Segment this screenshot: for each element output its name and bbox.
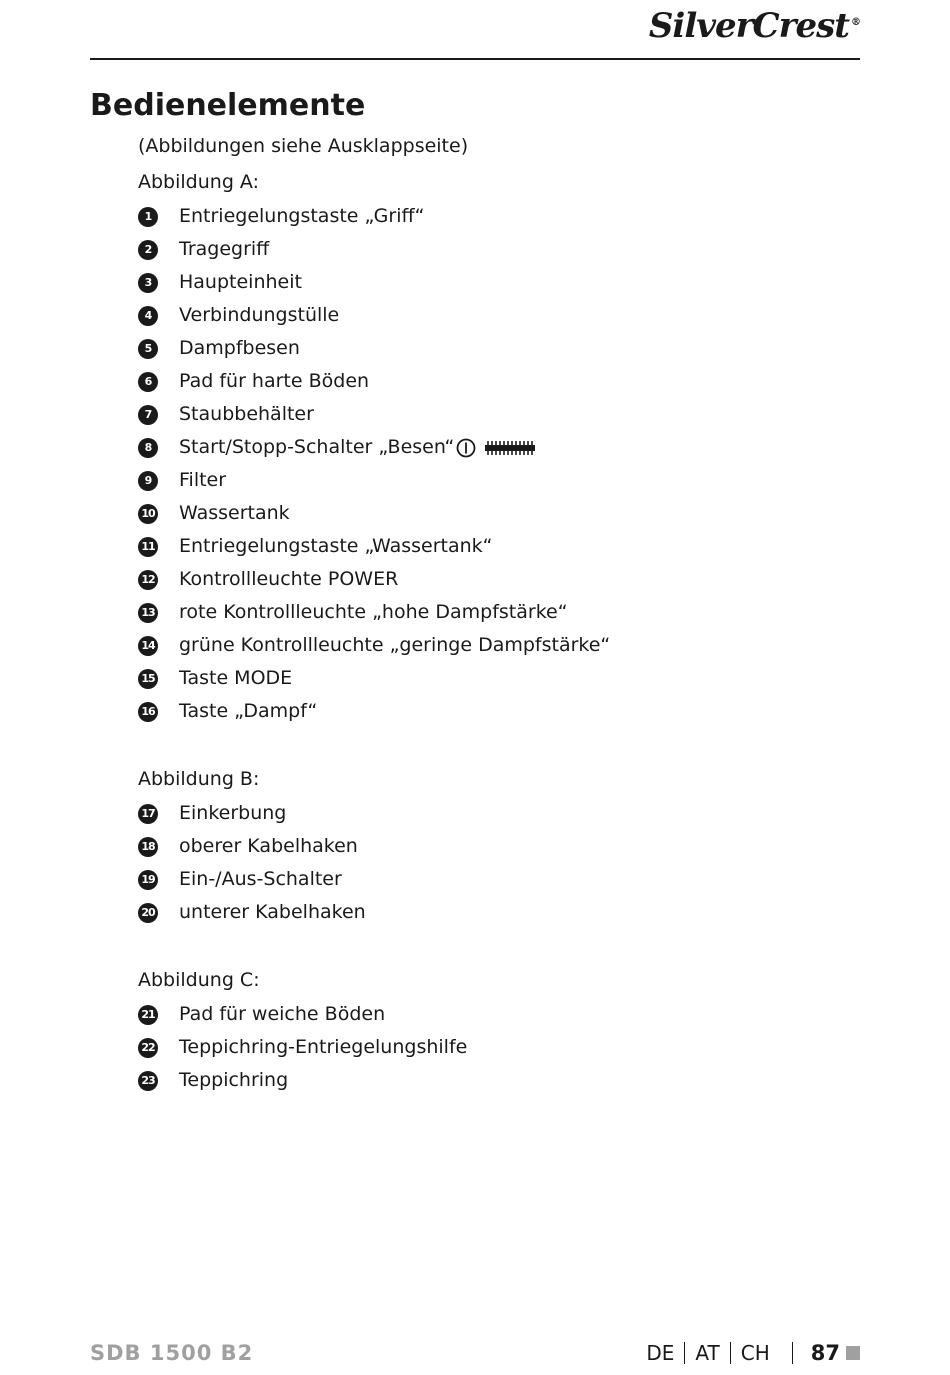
item-number-badge: 21 [138, 1005, 158, 1025]
item-number-badge: 13 [138, 603, 158, 623]
country-code: CH [740, 1341, 770, 1365]
item-label: Verbindungstülle [179, 304, 340, 326]
list-item [138, 497, 858, 530]
item-number-badge: 19 [138, 870, 158, 890]
brand-logo [649, 6, 860, 46]
list-item [138, 797, 858, 830]
item-label: Ein-/Aus-Schalter [179, 868, 342, 890]
item-number-badge: 15 [138, 669, 158, 689]
list-item [138, 695, 858, 728]
list-item [138, 830, 858, 863]
list-item [138, 863, 858, 896]
item-label: Taste „Dampf“ [179, 700, 318, 722]
group-heading-a: Abbildung A: [138, 171, 259, 193]
list-item [138, 233, 858, 266]
item-number-badge: 6 [138, 372, 158, 392]
item-number-badge: 1 [138, 207, 158, 227]
list-item [138, 365, 858, 398]
item-label: Tragegriff [179, 238, 270, 260]
page-title: Bedienelemente [90, 88, 366, 123]
item-number-badge: 11 [138, 537, 158, 557]
illustration-note: (Abbildungen siehe Ausklappseite) [138, 135, 469, 157]
item-number-badge: 8 [138, 438, 158, 458]
content [138, 128, 858, 1097]
list-item [138, 332, 858, 365]
item-number-badge: 16 [138, 702, 158, 722]
item-number-badge: 7 [138, 405, 158, 425]
item-number-badge: 17 [138, 804, 158, 824]
footer-model: SDB 1500 B2 [90, 1341, 254, 1365]
list-item [138, 431, 858, 464]
list-item [138, 398, 858, 431]
brand-name: SilverCrest [648, 6, 849, 46]
item-label: Dampfbesen [179, 337, 300, 359]
item-label: Wassertank [179, 502, 290, 524]
divider [684, 1342, 685, 1364]
country-code: DE [646, 1341, 675, 1365]
item-label: Einkerbung [179, 802, 287, 824]
item-label: Entriegelungstaste „Griff“ [179, 205, 425, 227]
item-label: Teppichring-Entriegelungshilfe [179, 1036, 468, 1058]
broom-icon [482, 438, 538, 458]
item-number-badge: 23 [138, 1071, 158, 1091]
item-label: Taste MODE [179, 667, 293, 689]
list-item [138, 530, 858, 563]
list-item [138, 629, 858, 662]
spacer [138, 929, 858, 962]
list-item [138, 998, 858, 1031]
spacer [138, 728, 858, 761]
list-item [138, 662, 858, 695]
group-heading-b: Abbildung B: [138, 768, 260, 790]
item-number-badge: 9 [138, 471, 158, 491]
power-symbol-icon [456, 438, 476, 458]
footer-pagination [646, 1341, 860, 1365]
item-number-badge: 5 [138, 339, 158, 359]
item-number-badge: 3 [138, 273, 158, 293]
list-item [138, 299, 858, 332]
item-label: Haupteinheit [179, 271, 302, 293]
item-label: Start/Stopp-Schalter „Besen“ [179, 436, 455, 458]
list-item [138, 896, 858, 929]
item-number-badge: 10 [138, 504, 158, 524]
item-number-badge: 22 [138, 1038, 158, 1058]
item-number-badge: 20 [138, 903, 158, 923]
list-item [138, 266, 858, 299]
divider [792, 1342, 793, 1364]
item-number-badge: 18 [138, 837, 158, 857]
item-label: rote Kontrollleuchte „hohe Dampfstärke“ [179, 601, 568, 623]
square-icon [846, 1346, 860, 1360]
list-item [138, 563, 858, 596]
list-item [138, 596, 858, 629]
list-item [138, 1031, 858, 1064]
list-item [138, 464, 858, 497]
item-label: Pad für harte Böden [179, 370, 370, 392]
list-item [138, 1064, 858, 1097]
divider [730, 1342, 731, 1364]
item-number-badge: 2 [138, 240, 158, 260]
item-label: Kontrollleuchte POWER [179, 568, 399, 590]
item-label: grüne Kontrollleuchte „geringe Dampfstärke“ [179, 634, 611, 656]
header-rule [90, 58, 860, 60]
item-number-badge: 12 [138, 570, 158, 590]
item-label: unterer Kabelhaken [179, 901, 366, 923]
item-label: Staubbehälter [179, 403, 314, 425]
registered-mark: ® [851, 16, 860, 28]
page-number: 87 [810, 1341, 840, 1365]
item-label: Pad für weiche Böden [179, 1003, 386, 1025]
item-label: Entriegelungstaste „Wassertank“ [179, 535, 493, 557]
country-code: AT [695, 1341, 720, 1365]
item-label: oberer Kabelhaken [179, 835, 358, 857]
item-number-badge: 4 [138, 306, 158, 326]
item-label: Teppichring [179, 1069, 289, 1091]
item-label: Filter [179, 469, 227, 491]
list-item [138, 200, 858, 233]
group-heading-c: Abbildung C: [138, 969, 260, 991]
item-number-badge: 14 [138, 636, 158, 656]
